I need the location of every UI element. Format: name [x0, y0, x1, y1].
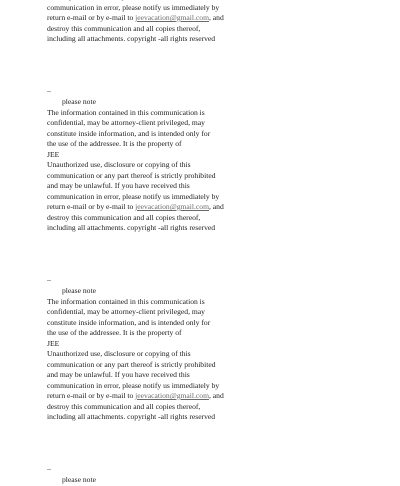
- disclaimer-text: destroy this communication and all copies thereof,: [47, 212, 201, 222]
- disclaimer-text: confidential, may be attorney-client privileged, may: [47, 118, 205, 127]
- disclaimer-text: destroy this communication and all copies thereof,: [47, 401, 201, 411]
- disclaimer-text: including all attachments. copyright -all rights reserved: [47, 34, 216, 43]
- disclaimer-text: JEE: [47, 338, 60, 348]
- disclaimer-text: the use of the addressee. It is the property of: [47, 139, 182, 148]
- disclaimer-text: Unauthorized use, disclosure or copying of this: [47, 349, 191, 358]
- signature-separator: --: [47, 88, 51, 95]
- disclaimer-text: destroy this communication and all copies thereof,: [47, 23, 201, 33]
- disclaimer-text: and may be unlawful. If you have received this: [47, 181, 190, 190]
- please-note-label: please note: [62, 97, 96, 106]
- disclaimer-text: return e-mail or by e-mail to jeevacation@gmail.com, and: [47, 202, 224, 211]
- signature-separator: --: [47, 277, 51, 284]
- disclaimer-text: constitute inside information, and is intended only for: [47, 128, 211, 138]
- disclaimer-block: [47, 276, 347, 423]
- disclaimer-block-partial: [47, 0, 347, 45]
- email-link[interactable]: jeevacation@gmail.com: [135, 13, 209, 22]
- disclaimer-text: return e-mail or by e-mail to jeevacation@gmail.com, and: [47, 391, 224, 400]
- disclaimer-text: communication in error, please notify us immediately by: [47, 380, 220, 390]
- disclaimer-text: including all attachments. copyright -all rights reserved: [47, 223, 216, 232]
- disclaimer-text: The information contained in this communication is: [47, 296, 205, 306]
- email-link[interactable]: jeevacation@gmail.com: [135, 391, 209, 400]
- disclaimer-text: The information contained in this communication is: [47, 107, 205, 117]
- please-note-label: please note: [62, 286, 96, 295]
- disclaimer-text: communication or any part thereof is strictly prohibited: [47, 359, 216, 369]
- disclaimer-text: including all attachments. copyright -all rights reserved: [47, 412, 216, 421]
- signature-separator: --: [47, 466, 51, 473]
- email-link[interactable]: jeevacation@gmail.com: [135, 202, 209, 211]
- disclaimer-text: JEE: [47, 149, 60, 159]
- disclaimer-text: communication in error, please notify us immediately by: [47, 191, 220, 201]
- disclaimer-text: the use of the addressee. It is the property of: [47, 328, 182, 337]
- disclaimer-text: confidential, may be attorney-client privileged, may: [47, 307, 205, 316]
- disclaimer-text: constitute inside information, and is intended only for: [47, 317, 211, 327]
- disclaimer-text: and may be unlawful. If you have received this: [47, 370, 190, 379]
- disclaimer-text: communication in error, please notify us immediately by: [47, 2, 220, 12]
- disclaimer-text: return e-mail or by e-mail to jeevacation@gmail.com, and: [47, 13, 224, 22]
- please-note-label: please note: [62, 475, 96, 484]
- disclaimer-text: communication or any part thereof is strictly prohibited: [47, 170, 216, 180]
- disclaimer-block-partial: [47, 465, 347, 486]
- disclaimer-text: Unauthorized use, disclosure or copying of this: [47, 160, 191, 169]
- disclaimer-block: [47, 87, 347, 234]
- email-document: [47, 0, 347, 486]
